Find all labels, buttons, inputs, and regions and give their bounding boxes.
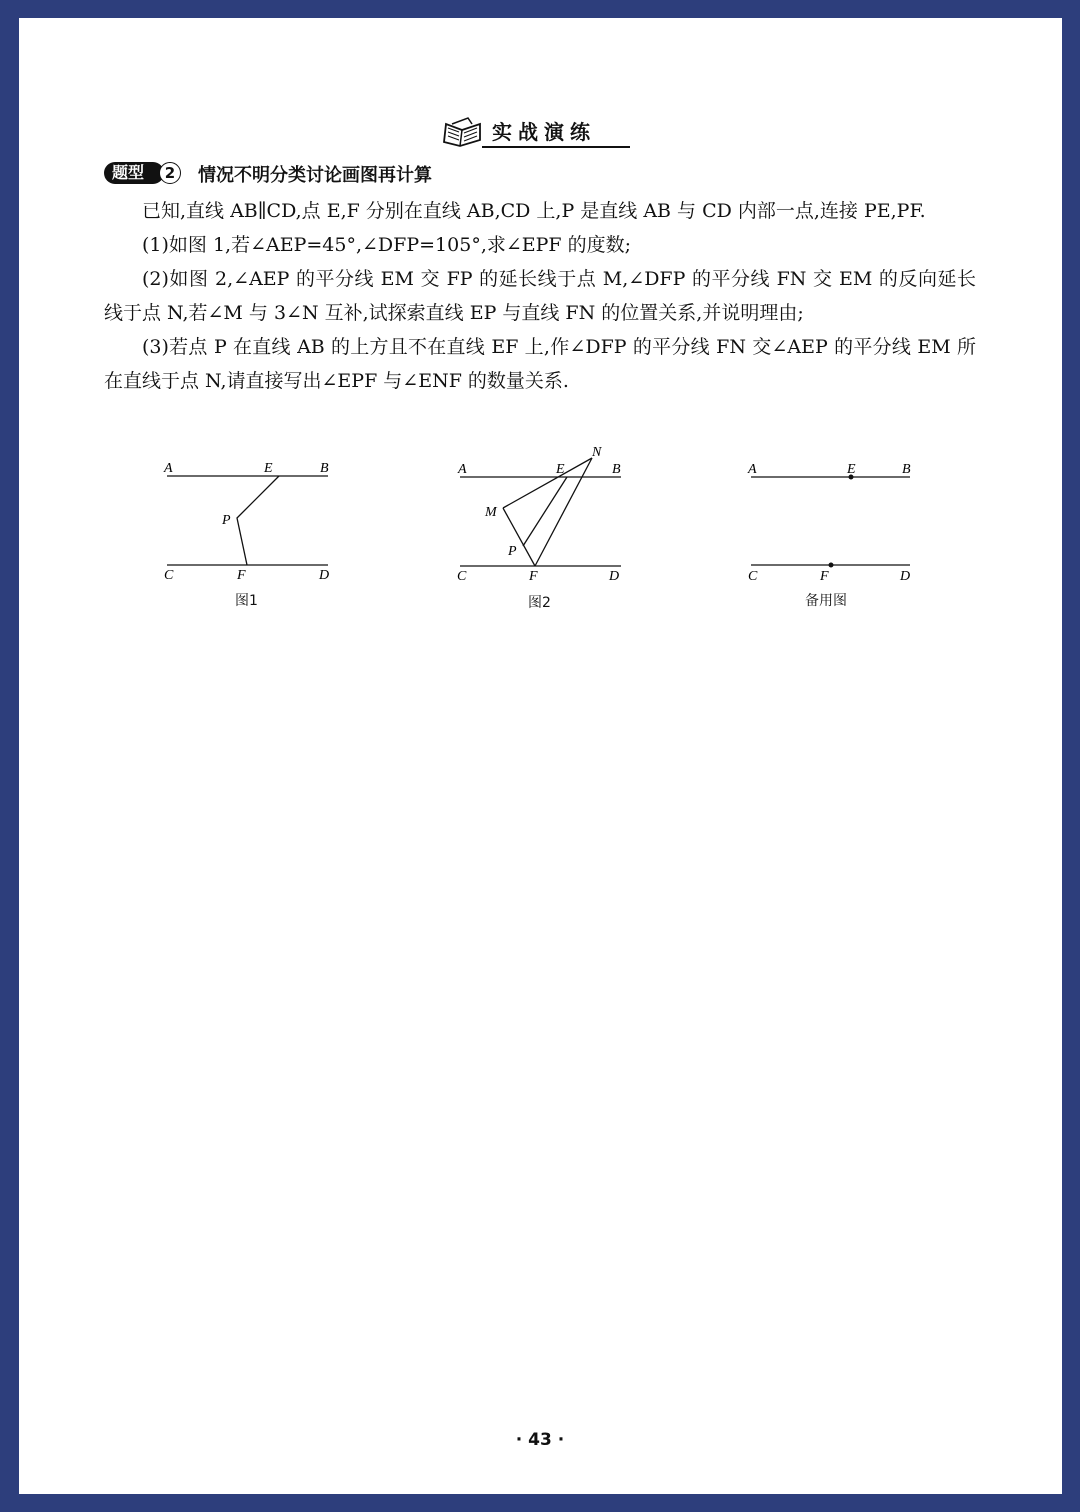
label-c: C xyxy=(457,569,467,584)
figure-1-diagram xyxy=(160,450,340,590)
section-title: 实战演练 xyxy=(492,120,596,144)
figure-2-caption: 图2 xyxy=(528,595,551,611)
label-c: C xyxy=(164,568,174,583)
figure-2-diagram xyxy=(455,440,635,590)
page-number: · 43 · xyxy=(515,1430,565,1450)
question-1: (1)如图 1,若∠AEP=45°,∠DFP=105°,求∠EPF 的度数; xyxy=(142,234,632,256)
topic-badge: 题型 xyxy=(104,162,164,184)
line-ep xyxy=(523,477,567,546)
figure-1-caption: 图1 xyxy=(235,593,258,609)
label-d: D xyxy=(900,569,911,584)
label-p: P xyxy=(222,513,231,528)
figure-backup-diagram xyxy=(745,450,925,590)
figure-backup xyxy=(745,450,925,609)
label-d: D xyxy=(319,568,330,583)
point-f xyxy=(829,563,834,568)
label-m: M xyxy=(485,505,497,520)
open-book-icon xyxy=(442,116,482,148)
label-e: E xyxy=(847,462,856,477)
label-a: A xyxy=(458,462,467,477)
figure-backup-caption: 备用图 xyxy=(805,593,847,609)
label-p: P xyxy=(508,544,517,559)
topic-number: 2 xyxy=(159,162,181,184)
label-a: A xyxy=(164,461,173,476)
label-f: F xyxy=(820,569,829,584)
segments-ep-pf xyxy=(237,476,279,565)
label-b: B xyxy=(320,461,329,476)
label-f: F xyxy=(529,569,538,584)
problem-text xyxy=(104,194,976,398)
label-e: E xyxy=(556,462,565,477)
question-3: (3)若点 P 在直线 AB 的上方且不在直线 EF 上,作∠DFP 的平分线 FN 交∠AEP 的平分线 EM 所在直线于点 N,请直接写出∠EPF 与∠ENF 的数量关系. xyxy=(104,336,976,392)
figure-2 xyxy=(455,440,635,611)
topic-title: 情况不明分类讨论画图再计算 xyxy=(198,165,432,186)
section-rule xyxy=(482,146,630,148)
label-n: N xyxy=(592,445,602,460)
problem-intro: 已知,直线 AB∥CD,点 E,F 分别在直线 AB,CD 上,P 是直线 AB 与 CD 内部一点,连接 PE,PF. xyxy=(142,200,926,222)
label-d: D xyxy=(609,569,620,584)
label-e: E xyxy=(264,461,273,476)
label-f: F xyxy=(237,568,246,583)
figure-1 xyxy=(160,450,340,609)
label-b: B xyxy=(902,462,911,477)
label-c: C xyxy=(748,569,758,584)
question-2: (2)如图 2,∠AEP 的平分线 EM 交 FP 的延长线于点 M,∠DFP 的平分线 FN 交 EM 的反向延长线于点 N,若∠M 与 3∠N 互补,试探索直线 EP 与直线 FN 的位置关系,并说明理由; xyxy=(104,268,976,324)
label-b: B xyxy=(612,462,621,477)
section-header xyxy=(442,114,632,150)
label-a: A xyxy=(748,462,757,477)
